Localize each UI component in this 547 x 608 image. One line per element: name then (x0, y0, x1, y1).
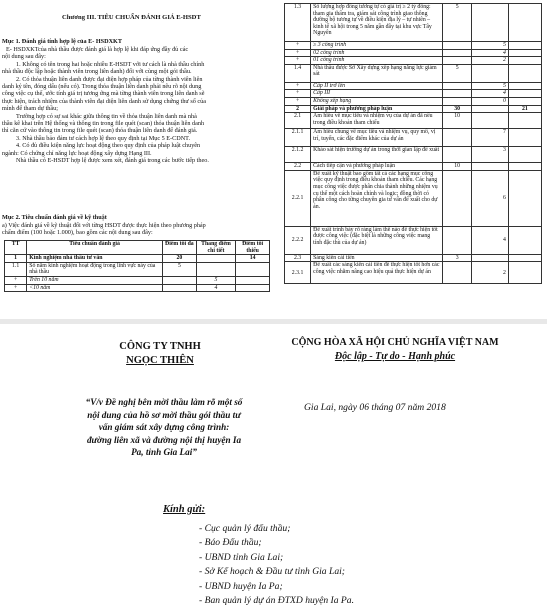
table-row (285, 129, 542, 147)
cell (442, 147, 471, 163)
col-header: Điểm tối thiểu (236, 241, 270, 255)
cell (472, 64, 509, 82)
col-header: Thang điểm chi tiết (196, 241, 235, 255)
cell (236, 284, 270, 292)
nation-title: CỘNG HÒA XÃ HỘI CHỦ NGHĨA VIỆT NAM (291, 337, 499, 348)
cell (508, 163, 541, 171)
cell: + (285, 42, 311, 50)
cell: 1.4 (285, 64, 311, 82)
para-line: 3. Nhà thầu bảo đảm tư cách hợp lệ theo quy định tại Mục 5 E-CDNT. (16, 134, 191, 142)
company-name (80, 340, 240, 368)
cell: 4 (472, 49, 509, 57)
cell (508, 90, 541, 98)
section1-title: Mục 1. Đánh giá tính hợp lệ của E- HSDXKT (2, 38, 122, 45)
para-line: ngành: Có chứng chỉ năng lực hoạt động xây dựng Hạng III. (2, 149, 152, 157)
cell: 5 (472, 82, 509, 90)
table-row (285, 147, 542, 163)
para-line: nội dung sau đây: (2, 53, 46, 61)
cell: 2.1.1 (285, 129, 311, 147)
cell (472, 254, 509, 262)
cell: Am hiểu về mục tiêu và nhiệm vụ của dự án đã nêu trong điều khoản tham chiếu (311, 113, 443, 129)
table-row (285, 57, 542, 65)
cell: 1 (5, 255, 27, 263)
subject-line: nội dung của hồ sơ mời thầu gói thầu tư (87, 409, 241, 420)
cell: 0 (472, 97, 509, 105)
cell: 2 (472, 57, 509, 65)
cell: Đề xuất trình bày rõ ràng làm thế nào để thực hiện tốt được công việc (đặc biệt là những công việc mang tính đặc thù của dự án) (311, 226, 443, 254)
para-line: Nhà thầu có E-HSDT hợp lệ được xem xét, đánh giá trong các bước tiếp theo. (16, 157, 209, 165)
cell: Số lượng hợp đồng tương tự có giá trị ≥ 2 tỷ đồng: tham gia thẩm tra, giám sát công trình giao thông đường bộ tương tự về điều kiện địa lý – tự nhiên – kinh tế xã hội trong 5 năm gần đây tại khu vực Tây Nguyên (311, 4, 443, 42)
table-row (285, 113, 542, 129)
cell (196, 255, 235, 263)
cell: 5 (472, 42, 509, 50)
cell: 2 (472, 262, 509, 284)
cell: 6 (472, 170, 509, 226)
table-row (285, 90, 542, 98)
recipient-item: - Báo Đấu thầu; (199, 537, 262, 549)
cell (508, 49, 541, 57)
company-line1: CÔNG TY TNHH (119, 341, 201, 352)
subject-line: Pa, tỉnh Gia Lai” (131, 447, 197, 458)
cell: 02 công trình (311, 49, 443, 57)
recipient-item: - UBND huyện Ia Pa; (199, 580, 283, 592)
table-row (285, 163, 542, 171)
cell: Giải pháp và phương pháp luận (311, 105, 443, 113)
recipient-item: - Ban quản lý dự án ĐTXD huyện Ia Pa. (199, 595, 354, 607)
cell (508, 113, 541, 129)
cell: Không xếp hạng (311, 97, 443, 105)
cell: ≥ 3 công trình (311, 42, 443, 50)
cell (508, 170, 541, 226)
table-row (285, 82, 542, 90)
section1-body (2, 46, 270, 165)
cell (442, 97, 471, 105)
cell (508, 129, 541, 147)
nation-motto: Độc lập - Tự do - Hạnh phúc (334, 351, 456, 362)
cell: Kinh nghiệm nhà thầu tư vấn (27, 255, 163, 263)
cell (472, 4, 509, 42)
para-line: công việc cụ thể, ước tính giá trị tương ứng mà từng thành viên trong liên danh sẽ (2, 90, 205, 98)
cell (163, 284, 197, 292)
cell: + (285, 49, 311, 57)
cell: Sáng kiến cải tiến (311, 254, 443, 262)
cell: 01 công trình (311, 57, 443, 65)
cell: Đề xuất kỹ thuật bao gồm tất cả các hạng mục công việc quy định trong điều khoản tham chiếu. Các hạng mục công việc được phân chia thành những nhiệm vụ cụ thể một cách hoàn chỉnh và logic; đồng thời có phân công cho từng chuyên gia tư vấn để xuất cho dự án. (311, 170, 443, 226)
table-header-row (5, 241, 270, 255)
cell: 7 (472, 129, 509, 147)
subject-line: đường liên xã và đường nội thị huyện Ia (86, 434, 242, 445)
cell: + (5, 284, 27, 292)
table-row (285, 254, 542, 262)
cell: 5 (442, 4, 471, 42)
cell: Cấp III (311, 90, 443, 98)
cell: 5 (442, 64, 471, 82)
recipients-title: Kính gửi: (163, 504, 206, 515)
col-header: Điểm tối đa (163, 241, 197, 255)
cell (508, 147, 541, 163)
cell: 10 (442, 163, 471, 171)
left-page (0, 0, 272, 318)
cell: 2.2.1 (285, 170, 311, 226)
cell: 5 (163, 262, 197, 276)
cell: 5 (196, 276, 235, 284)
para-line: chấm điểm (100 hoặc 1.000), bao gồm các nội dung sau đây: (2, 229, 153, 237)
cell: 10 (442, 113, 471, 129)
company-line2: NGỌC THIÊN (126, 355, 194, 366)
para-line: nhà thầu độc lập hoặc thành viên trong liên danh) đối với cùng một gói thầu. (2, 68, 192, 76)
cell: + (285, 82, 311, 90)
cell (472, 113, 509, 129)
cell: 2.2.2 (285, 226, 311, 254)
cell: 14 (236, 255, 270, 263)
table-row (5, 276, 270, 284)
recipients-list (199, 522, 354, 608)
cell: Đề xuất các sáng kiến cải tiến để thực hiện tốt hơn các công việc nhằm nâng cao hiệu quả thực hiện dự án (311, 262, 443, 284)
para-line: danh ký tên, đóng dấu (nếu có). Trong thỏa thuận liên danh phải nêu rõ nội dung (2, 83, 202, 91)
cell: Cách tiếp cận và phương pháp luận (311, 163, 443, 171)
national-header (250, 336, 540, 364)
para-line: mình để tham dự thầu; (2, 105, 58, 113)
cell: 2 (285, 105, 311, 113)
cell: Số năm kinh nghiệm hoạt động trong lĩnh vực này của nhà thầu (27, 262, 163, 276)
para-line: 2. Có thỏa thuận liên danh được đại diện hợp pháp của từng thành viên liên (16, 75, 203, 83)
cell (442, 57, 471, 65)
cell: 2.2 (285, 163, 311, 171)
cell (442, 262, 471, 284)
cell: <10 năm (27, 284, 163, 292)
cell (508, 4, 541, 42)
cell: 21 (508, 105, 541, 113)
table-row (285, 4, 542, 42)
cell (163, 276, 197, 284)
section2-body (2, 222, 270, 237)
subject-line: vấn giám sát xây dựng công trình: (98, 422, 230, 433)
table-row (285, 42, 542, 50)
cell (508, 254, 541, 262)
cell: + (285, 90, 311, 98)
cell: 1.1 (5, 262, 27, 276)
cell (442, 90, 471, 98)
para-line: thầu kê khai trên Hệ thống và thông tin trong file quét (scan) thỏa thuận liên danh (2, 120, 205, 128)
para-line: a) Việc đánh giá về kỹ thuật đối với từng HSDT được thực hiện theo phương pháp (2, 222, 206, 229)
cell: 20 (163, 255, 197, 263)
cell: 4 (472, 226, 509, 254)
cell: Cấp II trở lên (311, 82, 443, 90)
cell (508, 42, 541, 50)
cell: Trên 10 năm (27, 276, 163, 284)
letter-subject (52, 396, 276, 459)
chapter-title: Chương III. TIÊU CHUẨN ĐÁNH GIÁ E-HSDT (62, 14, 201, 21)
cell: 30 (442, 105, 471, 113)
table-row (285, 49, 542, 57)
cell: 1.3 (285, 4, 311, 42)
subject-line: “V/v Đề nghị bên mời thầu làm rõ một số (85, 397, 243, 407)
table-row (285, 226, 542, 254)
criteria-table-right (284, 3, 542, 284)
cell (442, 82, 471, 90)
cell (472, 163, 509, 171)
cell: 3 (442, 254, 471, 262)
cell (236, 276, 270, 284)
para-line: thực hiện, trách nhiệm của thành viên đại diện liên danh sử dụng chứng thư số của (2, 97, 206, 105)
table-row (5, 262, 270, 276)
cell: 2.1.2 (285, 147, 311, 163)
cell (508, 57, 541, 65)
table-row (5, 255, 270, 263)
recipient-item: - Sở Kế hoạch & Đầu tư tỉnh Gia Lai; (199, 566, 345, 578)
cell: Nhà thầu được Sở Xây dựng xếp hạng năng lực giám sát (311, 64, 443, 82)
table-row (285, 170, 542, 226)
cell: 4 (196, 284, 235, 292)
cell: 3 (472, 147, 509, 163)
cell: + (285, 57, 311, 65)
cell: 2.1 (285, 113, 311, 129)
cell (442, 129, 471, 147)
recipient-item: - Cục quản lý đấu thầu; (199, 523, 291, 534)
para-line: Trường hợp có sự sai khác giữa thông tin về thỏa thuận liên danh mà nhà (16, 112, 197, 120)
cell (472, 105, 509, 113)
table-row (285, 262, 542, 284)
criteria-table-left (4, 240, 270, 292)
cell (442, 49, 471, 57)
cell: Am hiểu chung về mục tiêu và nhiệm vụ, quy mô, vị trí, tuyến, các đặc điểm khác của dự án (311, 129, 443, 147)
para-line: E- HSDXKTcủa nhà thầu được đánh giá là hợp lệ khi đáp ứng đầy đủ các (6, 46, 189, 53)
para-line: 1. Không có tên trong hai hoặc nhiều E-HSDT với tư cách là nhà thầu chính (16, 60, 205, 68)
cell (508, 262, 541, 284)
col-header: Tiêu chuẩn đánh giá (27, 241, 163, 255)
cell (442, 170, 471, 226)
cell: + (5, 276, 27, 284)
table-row (285, 64, 542, 82)
cell: Khảo sát hiện trường dự án trong thời gian lập đề xuất (311, 147, 443, 163)
table-row (285, 105, 542, 113)
cell: 2.3.1 (285, 262, 311, 284)
letter (0, 324, 547, 605)
cell: 4 (472, 90, 509, 98)
cell (508, 64, 541, 82)
para-line: 4. Có đủ điều kiện năng lực hoạt động theo quy định của pháp luật chuyên (16, 142, 201, 150)
cell (508, 97, 541, 105)
table-row (5, 284, 270, 292)
place-date: Gia Lai, ngày 06 tháng 07 năm 2018 (304, 402, 446, 413)
table-row (285, 97, 542, 105)
col-header: TT (5, 241, 27, 255)
cell (196, 262, 235, 276)
cell (508, 226, 541, 254)
cell (442, 226, 471, 254)
para-line: thì căn cứ vào thông tin trong file quét (scan) thỏa thuận liên danh để đánh giá. (2, 127, 198, 135)
cell (442, 42, 471, 50)
cell (508, 82, 541, 90)
cell (236, 262, 270, 276)
recipient-item: - UBND tỉnh Gia Lai; (199, 551, 284, 563)
section2-title: Mục 2. Tiêu chuẩn đánh giá về kỹ thuật (2, 214, 107, 221)
cell: + (285, 97, 311, 105)
cell: 2.3 (285, 254, 311, 262)
